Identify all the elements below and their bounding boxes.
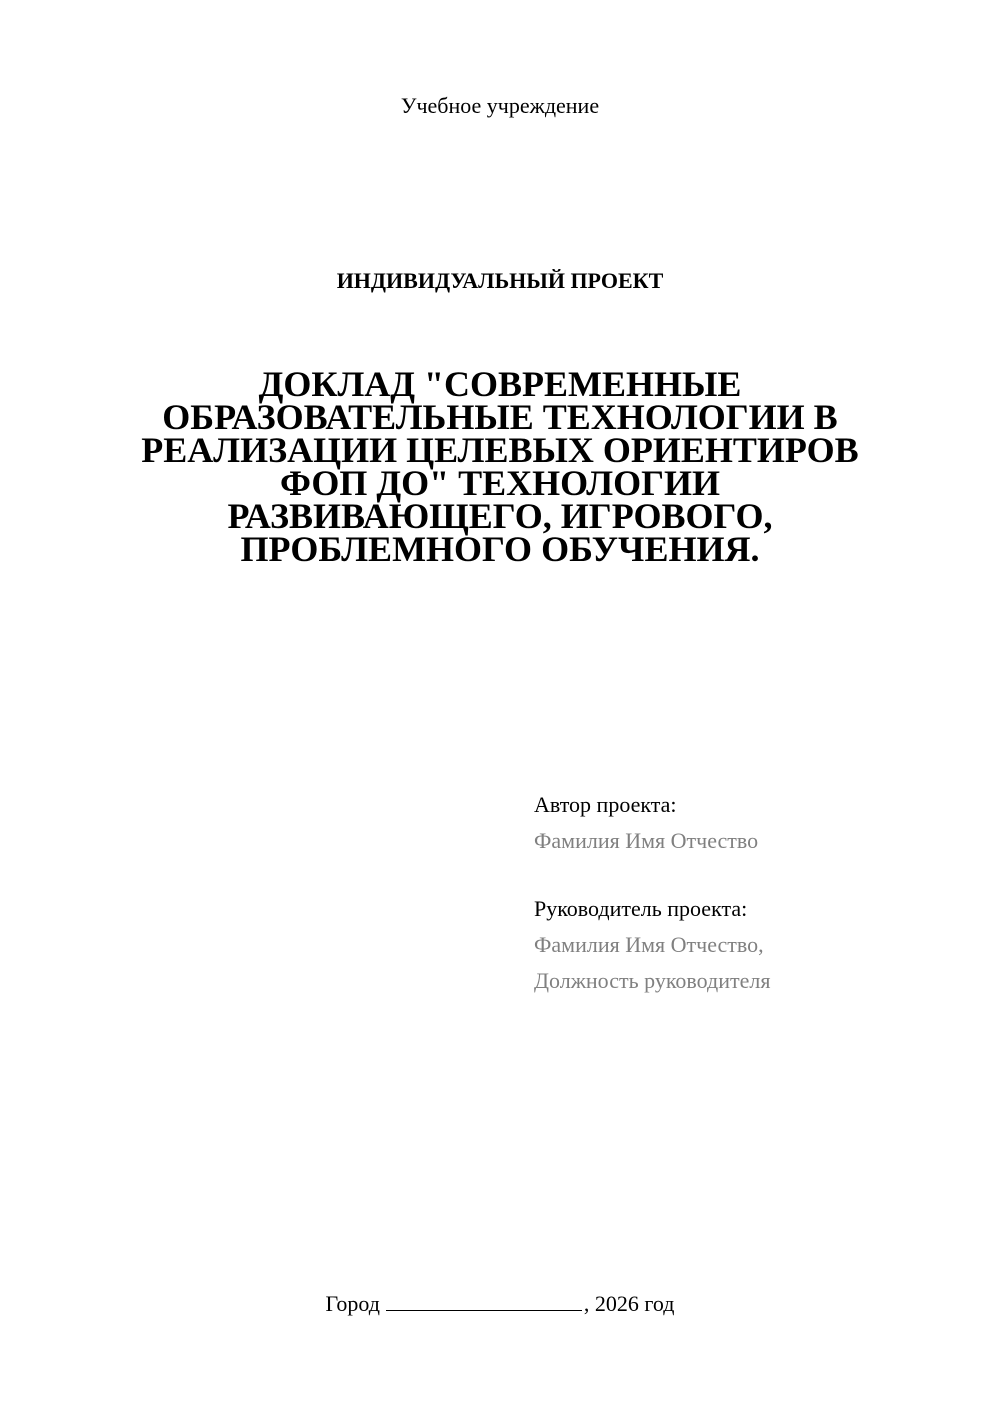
- project-title-line: ПРОБЛЕМНОГО ОБУЧЕНИЯ.: [240, 529, 760, 569]
- project-title-line: ДОКЛАД "СОВРЕМЕННЫЕ: [258, 364, 742, 404]
- project-title-line: РЕАЛИЗАЦИИ ЦЕЛЕВЫХ ОРИЕНТИРОВ: [141, 430, 859, 470]
- project-title: [140, 364, 860, 569]
- project-title-line: ОБРАЗОВАТЕЛЬНЫЕ ТЕХНОЛОГИИ В: [162, 397, 838, 437]
- project-title-line: ФОП ДО" ТЕХНОЛОГИИ: [279, 463, 721, 503]
- author-block: [534, 787, 974, 859]
- author-label: Автор проекта:: [534, 792, 677, 817]
- supervisor-position-placeholder: Должность руководителя: [534, 968, 771, 993]
- institution-name: Учебное учреждение: [400, 93, 600, 118]
- project-type-heading: ИНДИВИДУАЛЬНЫЙ ПРОЕКТ: [336, 268, 664, 293]
- supervisor-name-placeholder: Фамилия Имя Отчество,: [534, 932, 764, 957]
- author-name-placeholder: Фамилия Имя Отчество: [534, 828, 759, 853]
- supervisor-label: Руководитель проекта:: [534, 896, 748, 921]
- year-text: , 2026 год: [583, 1291, 675, 1316]
- city-year-line: [0, 1290, 1000, 1317]
- city-blank-line: [386, 1290, 582, 1311]
- supervisor-block: [534, 891, 974, 999]
- city-label: Город: [325, 1291, 380, 1316]
- project-title-line: РАЗВИВАЮЩЕГО, ИГРОВОГО,: [227, 496, 773, 536]
